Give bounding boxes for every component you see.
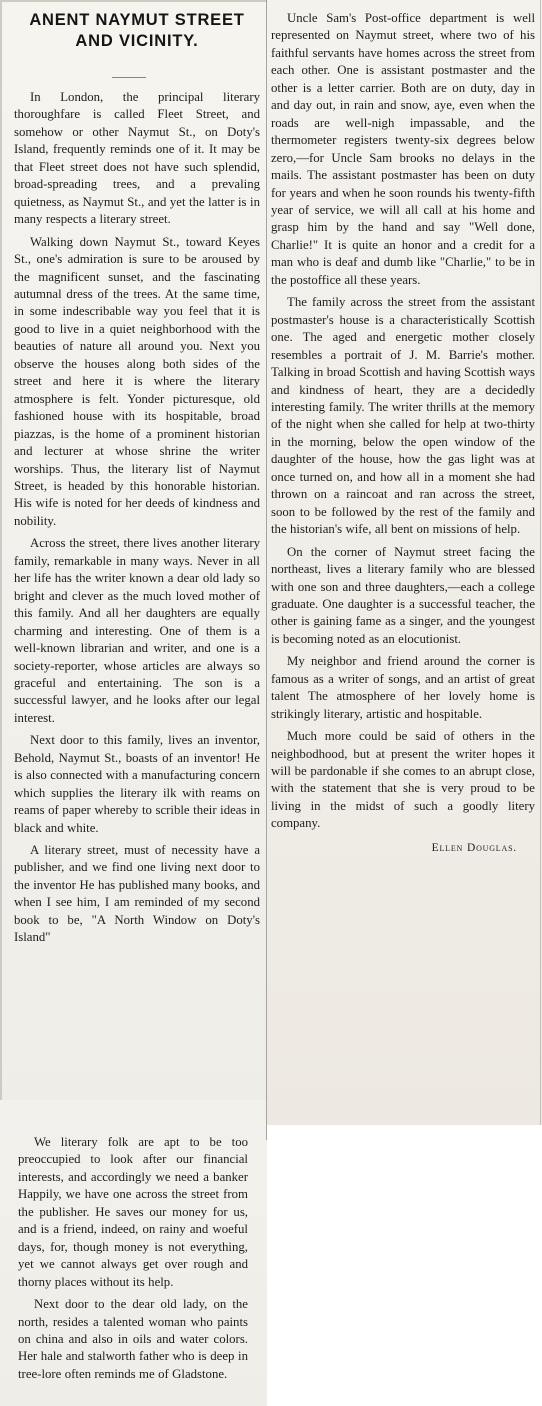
left-bottom-text — [18, 1134, 248, 1388]
column-divider — [266, 0, 267, 1140]
headline-line-1: ANENT NAYMUT STREET — [29, 11, 245, 29]
paragraph-across-street: Across the street, there lives another literary family, remarkable in many ways. Never in all her life has the writer known a dear old lady so bright and clever as the much loved mother of this family. And all her daughters are equally charming and interesting. One of them is a well-known librarian and writer, and one is a society-reporter, whose articles are always so graceful and entertaining. The son is a successful lawyer, and he looks after our legal interest. — [14, 536, 260, 725]
headline-divider — [112, 77, 146, 78]
paragraph-scottish-family: The family across the street from the assistant postmaster's house is a characteristically Scottish one. The aged and energetic mother closely resembles a portrait of J. M. Barrie's mother. Talking in broad Scottish and having Scottish ways and kindness of heart, they are a decidedly interesting family. The writer thrills at the memory of the night when she called for help at two-thirty in the morning, below the open window of the daughter of the house, how the gas light was at once turned on, and how all in a moment she had thrown on a raincoat and ran across the street, soon to be followed by the rest of the family and the historian's wife, all bent on missions of help. — [271, 295, 535, 537]
paragraph-neighbor: My neighbor and friend around the corner is famous as a writer of songs, and an artist of great talent The atmosphere of her lovely home is strikingly literary, artistic and hospitable. — [271, 654, 535, 721]
paragraph-corner-family: On the corner of Naymut street facing the northeast, lives a literary family who are blessed with one son and three daughters,—each a college graduate. One daughter is a successful teacher, the other is gaining fame as a singer, and the youngest is becoming noted as an elocutionist. — [271, 544, 535, 646]
paragraph-banker: We literary folk are apt to be too preoccupied to look after our financial interests, and accordingly we need a banker Happily, we have one across the street from the publisher. He saves our money for us, and is a friend, indeed, on rainy and woeful days, for, though money is not everything, yet we cannot always get over rough and thorny places without its help. — [18, 1135, 248, 1289]
paragraph-post-office: Uncle Sam's Post-office department is well represented on Naymut street, where two of his faithful servants have homes across the street from each other. One is assistant postmaster and the other is a letter carrier. Both are on duty, day in and day out, in rain and snow, aye, even when the roads are well-nigh impassable, and the thermometer registers twenty-six degrees below zero,—for Uncle Sam brooks no delays in the mails. The assistant postmaster has been on duty for years and when he soon rounds his twenty-fifth year of service, we will all call at his home and grasp him by the hand and say "Well done, Charlie!" It is quite an honor and a credit for a man who is deaf and dumb like "Charlie," to be in the postoffice all these years. — [271, 11, 535, 287]
author-signature: Ellen Douglas. — [431, 841, 517, 854]
paragraph-intro: In London, the principal literary thoroughfare is called Fleet Street, and somehow or other Naymut St., on Doty's Island, frequently reminds one of it. It may be that Fleet street does not have such splendid, broad-spreading trees, and a prevaling quietness, as Naymut St., and yet the latter is in many respects a literary street. — [14, 90, 260, 227]
paragraph-painter: Next door to the dear old lady, on the north, resides a talented woman who paints on china and also in oils and water colors. Her hale and stalworth father who is deep in tree-lore often reminds me of Gladstone. — [18, 1297, 248, 1381]
left-column-text — [14, 89, 260, 952]
right-edge-rule — [540, 0, 541, 1125]
paragraph-walking: Walking down Naymut St., toward Keyes St., one's admiration is sure to be aroused by the magnificent sunset, and the fascinating autumnal dress of the trees. At the same time, in some indescribable way you feel that it is good to live in a quiet neighborhood with the beauties of nature all around you. Next you observe the houses along both sides of the street and here it is where the literary atmosphere is felt. Yonder picturesque, old fashioned house with its hospitable, broad piazzas, is the home of a prominent historian and lecturer at whose shrine the writer worships. Thus, the literary list of Naymut Street, is headed by this honorable historian. His wife is noted for her deeds of kindness and nobility. — [14, 234, 260, 528]
article-headline — [14, 10, 260, 52]
headline-line-2: AND VICINITY. — [75, 32, 199, 50]
paragraph-publisher: A literary street, must of necessity have a publisher, and we find one living next door to the inventor He has published many books, and when I see him, I am reminded of my second book to be, "A North Window on Doty's Island" — [14, 843, 260, 945]
paragraph-inventor: Next door to this family, lives an inventor, Behold, Naymut St., boasts of an inventor! He is also connected with a manufacturing concern which supplies the literary ilk with reams on reams of paper whereby to scrible their ideas in black and white. — [14, 733, 260, 835]
right-column-text — [271, 10, 535, 857]
paragraph-closing: Much more could be said of others in the neighbodhood, but at present the writer hopes it will be pardonable if she comes to an abrupt close, with the statement that she is very proud to be living in the midst of such a goodly litery company. — [271, 729, 535, 831]
